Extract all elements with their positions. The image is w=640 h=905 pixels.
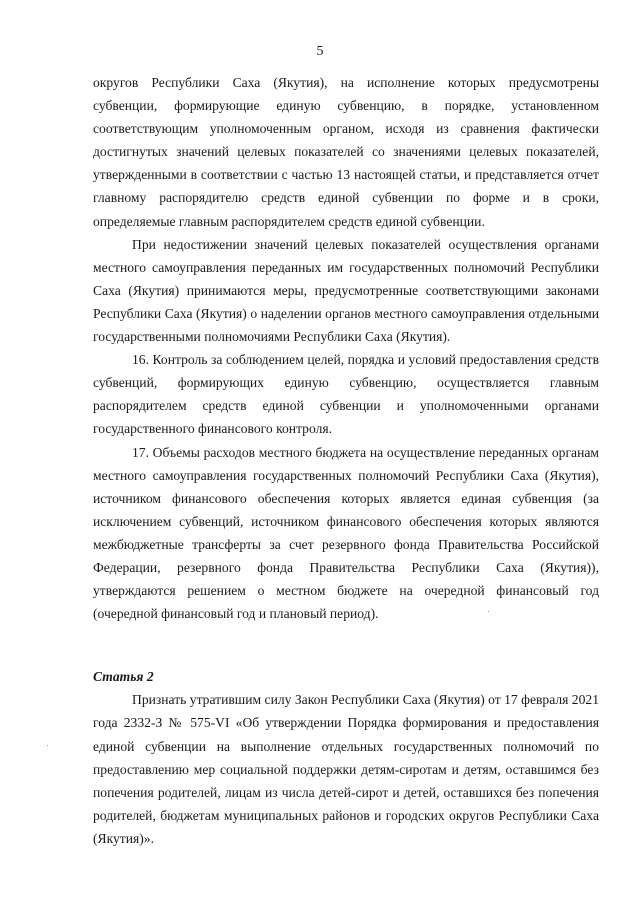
scan-speck xyxy=(47,745,48,746)
paragraph-article-2: Признать утратившим силу Закон Республики Саха (Якутия) от 17 февраля 2021 года 2332-З № 575-VI «Об утверждении Порядка формирования и предоставления единой субвенции на выполнение отдельных государственных полномочий по предоставлению мер социальной поддержки детям-сиротам и детям, оставшимся без попечения родителей, лицам из числа детей-сирот и детей, оставшихся без попечения родителей, бюджетам муниципальных районов и городских округов Республики Саха (Якутия)». xyxy=(93,692,599,846)
paragraph-item-16: 16. Контроль за соблюдением целей, порядка и условий предоставления средств субвенций, формирующих единую субвенцию, осуществляется главным распорядителем средств единой субвенции и уполномоченными органами государственного финансового контроля. xyxy=(93,352,599,437)
paragraph-item-17: 17. Объемы расходов местного бюджета на осуществление переданных органам местного самоуправления государственных полномочий Республики Саха (Якутия), источником финансового обеспечения которых является единая субвенция (за исключением субвенций, источником финансового обеспечения которых являются межбюджетные трансферты за счет резервного фонда Правительства Российской Федерации, резервного фонда Правительства Республики Саха (Якутия)), утверждаются решением о местном бюджете на очередной финансовый год (очередной финансовый год и плановый период). xyxy=(93,444,599,622)
document-body xyxy=(93,71,599,850)
article-spacer xyxy=(93,625,599,665)
page-number: 5 xyxy=(316,44,324,59)
scan-speck xyxy=(488,611,489,612)
paragraph-non-achievement: При недостижении значений целевых показателей осуществления органами местного самоуправления переданных им государственных полномочий Республики Саха (Якутия) принимаются меры, предусмотренные соответствующими законами Республики Саха (Якутия) о наделении органов местного самоуправления отдельными государственными полномочиями Республики Саха (Якутия). xyxy=(93,236,599,345)
paragraph-continuation: округов Республики Саха (Якутия), на исполнение которых предусмотрены субвенции, формирующие единую субвенцию, в порядке, установленном соответствующим уполномоченным органом, исходя из сравнения фактически достигнутых значений целевых показателей со значениями целевых показателей, утвержденными в соответствии с частью 13 настоящей статьи, и представляется отчет главному распорядителю средств единой субвенции по форме и в сроки, определяемые главным распорядителем средств единой субвенции. xyxy=(93,75,599,229)
article-heading: Статья 2 xyxy=(93,669,154,685)
